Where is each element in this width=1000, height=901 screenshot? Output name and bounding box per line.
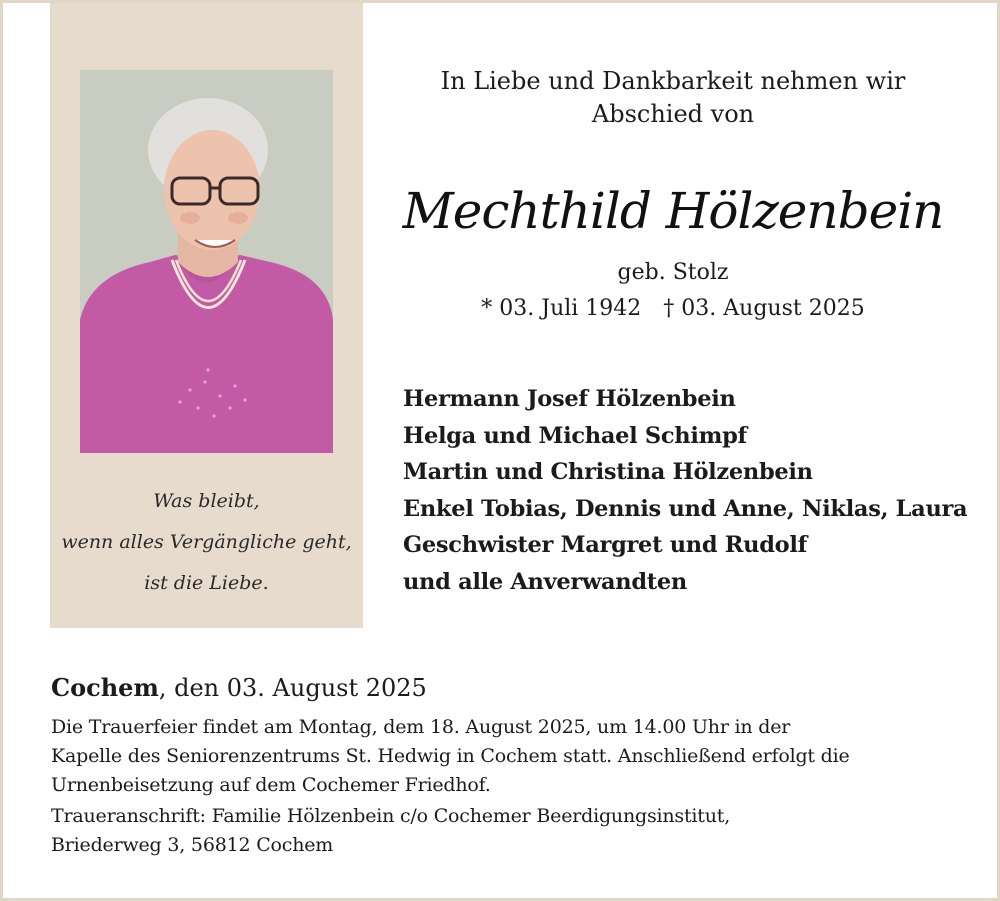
life-dates — [383, 294, 963, 324]
mourner-line: Enkel Tobias, Dennis und Anne, Niklas, Laura — [403, 495, 968, 522]
intro-text — [383, 65, 963, 131]
mourner-line: Helga und Michael Schimpf — [403, 422, 747, 449]
address-line: Briederweg 3, 56812 Cochem — [51, 834, 334, 856]
service-line: Urnenbeisetzung auf dem Cochemer Friedhof. — [51, 774, 491, 796]
quote-line: Was bleibt, — [153, 490, 260, 512]
intro-line: Abschied von — [591, 100, 755, 128]
portrait-illustration — [80, 70, 333, 453]
intro-line: In Liebe und Dankbarkeit nehmen wir — [440, 67, 906, 95]
service-info — [51, 713, 981, 800]
mourner-line: Martin und Christina Hölzenbein — [403, 459, 813, 485]
maiden-name: geb. Stolz — [617, 260, 729, 285]
mourners-list — [403, 381, 993, 600]
side-panel — [50, 3, 363, 628]
memorial-quote — [50, 481, 363, 604]
place: Cochem — [51, 673, 159, 702]
place-date — [51, 671, 427, 705]
date: , den 03. August 2025 — [158, 674, 427, 702]
service-line: Die Trauerfeier findet am Montag, dem 18. August 2025, um 14.00 Uhr in der — [51, 716, 791, 738]
birth-date: * 03. Juli 1942 — [481, 296, 642, 321]
quote-line: wenn alles Vergängliche geht, — [61, 531, 352, 553]
mourner-line: und alle Anverwandten — [403, 568, 687, 595]
address-line: Traueranschrift: Familie Hölzenbein c/o Cochemer Beerdigungsinstitut, — [51, 805, 731, 827]
mourning-address — [51, 802, 981, 860]
quote-line: ist die Liebe. — [144, 572, 269, 594]
mourner-line: Hermann Josef Hölzenbein — [403, 386, 736, 412]
deceased-name: Mechthild Hölzenbein — [402, 182, 944, 240]
portrait-photo — [80, 70, 333, 453]
service-line: Kapelle des Seniorenzentrums St. Hedwig in Cochem statt. Anschließend erfolgt die — [51, 745, 850, 767]
mourner-line: Geschwister Margret und Rudolf — [403, 532, 808, 558]
death-date: † 03. August 2025 — [663, 296, 865, 321]
